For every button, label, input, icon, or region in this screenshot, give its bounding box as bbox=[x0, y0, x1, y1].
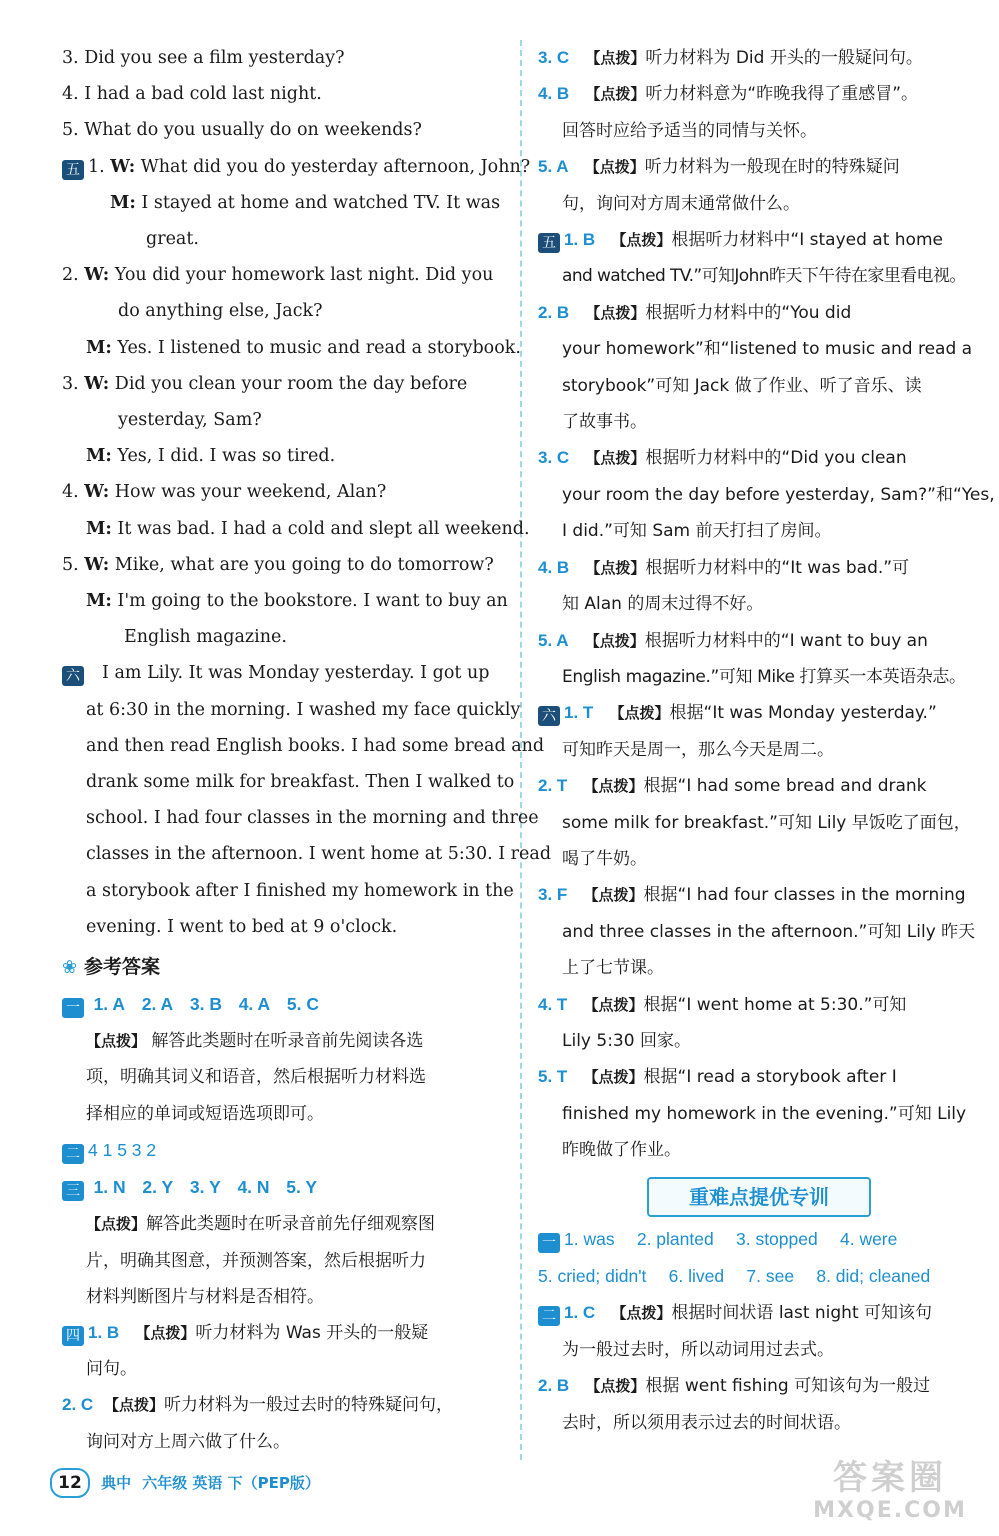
section-one-mark: 一 bbox=[62, 998, 84, 1018]
tip-line: some milk for breakfast.”可知 Lily 早饭吃了面包， bbox=[562, 812, 971, 833]
tip-line: 了故事书。 bbox=[562, 412, 647, 433]
passage-line: school. I had four classes in the morning and three bbox=[86, 808, 539, 829]
script-line: 5. What do you usually do on weekends? bbox=[62, 120, 422, 141]
tip-line: storybook”可知 Jack 做了作业、听了音乐、读 bbox=[562, 375, 922, 396]
tip-line: 片，明确其图意，并预测答案，然后根据听力 bbox=[86, 1250, 426, 1271]
answer-item: 5. A 【点拨】根据听力材料中的“I want to buy an bbox=[538, 630, 928, 651]
section-banner: 重难点提优专训 bbox=[647, 1177, 871, 1217]
answer-section-3: 三 1. N 2. Y 3. Y 4. N 5. Y bbox=[62, 1169, 508, 1206]
dialog-5-w: 5. W: Mike, what are you going to do tomorrow? bbox=[62, 554, 494, 575]
answer-section-4-item-2: 2. C 【点拨】听力材料为一般过去时的特殊疑问句， bbox=[62, 1395, 454, 1416]
section-six-mark: 六 bbox=[62, 666, 84, 686]
tip-line: 句，询问对方周末通常做什么。 bbox=[562, 193, 800, 214]
fill-answers-row-1: 一 1. was 2. planted 3. stopped 4. were bbox=[538, 1221, 980, 1258]
dialog-5-m-cont: English magazine. bbox=[124, 627, 287, 648]
section-five-mark: 五 bbox=[62, 160, 84, 180]
dialog-1-m-cont: great. bbox=[146, 229, 199, 250]
section-two-mark: 二 bbox=[538, 1306, 560, 1326]
dialog-3-m: M: Yes, I did. I was so tired. bbox=[86, 446, 336, 467]
tip-line: 【点拨】解答此类题时在听录音前先仔细观察图 bbox=[86, 1214, 436, 1235]
answer-item: 二 1. C 【点拨】根据时间状语 last night 可知该句 bbox=[538, 1295, 980, 1331]
tip-line: 择相应的单词或短语选项即可。 bbox=[86, 1103, 324, 1124]
answer-item: 2. T 【点拨】根据“I had some bread and drank bbox=[538, 776, 927, 797]
script-line: 3. Did you see a film yesterday? bbox=[62, 48, 345, 68]
book-subtitle: 六年级 英语 下（PEP版） bbox=[142, 1474, 320, 1492]
script-line: 4. I had a bad cold last night. bbox=[62, 84, 322, 105]
tip-line: Lily 5:30 回家。 bbox=[562, 1030, 691, 1051]
answer-item: 2. B 【点拨】根据听力材料中的“You did bbox=[538, 302, 852, 323]
tip-line: 可知昨天是周一，那么今天是周二。 bbox=[562, 739, 834, 760]
dialog-4-w: 4. W: How was your weekend, Alan? bbox=[62, 482, 387, 503]
answer-section-1: 一 1. A 2. A 3. B 4. A 5. C bbox=[62, 986, 508, 1023]
dialog-5-m: M: I'm going to the bookstore. I want to buy an bbox=[86, 591, 508, 612]
passage-line: 六 I am Lily. It was Monday yesterday. I got up bbox=[62, 655, 508, 691]
tip-line: and three classes in the afternoon.”可知 Lily 昨天 bbox=[562, 921, 976, 942]
dialog-1-w: 五 1. W: What did you do yesterday afternoon, John? bbox=[62, 149, 508, 185]
section-four-mark: 四 bbox=[62, 1326, 84, 1346]
tip-line: 询问对方上周六做了什么。 bbox=[86, 1431, 290, 1452]
right-column bbox=[538, 40, 995, 1441]
fill-answers-row-2: 5. cried; didn't 6. lived 7. see 8. did; cleaned bbox=[538, 1266, 931, 1286]
tip-line: finished my homework in the evening.”可知 Lily bbox=[562, 1103, 967, 1124]
tip-line: and watched TV.”可知John昨天下午待在家里看电视。 bbox=[562, 266, 966, 287]
answer-item: 五 1. B 【点拨】根据听力材料中“I stayed at home bbox=[538, 222, 980, 258]
tip-line: 喝了牛奶。 bbox=[562, 848, 647, 869]
answers-heading: ❀ 参考答案 bbox=[62, 949, 508, 986]
answer-item: 六 1. T 【点拨】根据“It was Monday yesterday.” bbox=[538, 695, 980, 731]
section-six-mark: 六 bbox=[538, 706, 560, 726]
page-number: 12 bbox=[50, 1468, 90, 1498]
tip-line: English magazine.”可知 Mike 打算买一本英语杂志。 bbox=[562, 666, 966, 687]
tip-line: 为一般过去时，所以动词用过去式。 bbox=[562, 1339, 834, 1360]
answer-item: 4. B 【点拨】根据听力材料中的“It was bad.”可 bbox=[538, 557, 910, 578]
section-two-mark: 二 bbox=[62, 1144, 84, 1164]
answer-item: 5. T 【点拨】根据“I read a storybook after I bbox=[538, 1067, 897, 1088]
tip-line: 材料判断图片与材料是否相符。 bbox=[86, 1286, 324, 1307]
leaf-icon: ❀ bbox=[62, 957, 78, 979]
passage-line: at 6:30 in the morning. I washed my face quickly bbox=[86, 699, 521, 720]
tip-line: 问句。 bbox=[86, 1359, 137, 1380]
passage-line: a storybook after I finished my homework in the bbox=[86, 880, 514, 901]
section-three-mark: 三 bbox=[62, 1181, 84, 1201]
tip-line: 去时，所以须用表示过去的时间状语。 bbox=[562, 1412, 851, 1433]
watermark-logo: 答案圈 MXQE.COM bbox=[813, 1458, 967, 1523]
tip-line: 【点拨】 解答此类题时在听录音前先阅读各选 bbox=[86, 1031, 424, 1052]
answer-item: 5. A 【点拨】听力材料为一般现在时的特殊疑问 bbox=[538, 157, 900, 178]
tip-line: 项，明确其词义和语音，然后根据听力材料选 bbox=[86, 1067, 426, 1088]
dialog-2-w: 2. W: You did your homework last night. Did you bbox=[62, 265, 494, 286]
dialog-2-w-cont: do anything else, Jack? bbox=[118, 301, 323, 322]
dialog-4-m: M: It was bad. I had a cold and slept all weekend. bbox=[86, 518, 530, 539]
section-five-mark: 五 bbox=[538, 233, 560, 253]
brand-logo: 典中 bbox=[101, 1474, 132, 1492]
tip-line: I did.”可知 Sam 前天打扫了房间。 bbox=[562, 521, 832, 542]
left-column bbox=[62, 40, 552, 1460]
passage-line: classes in the afternoon. I went home at 5:30. I read bbox=[86, 844, 552, 865]
tip-line: your homework”和“listened to music and read a bbox=[562, 339, 973, 360]
answer-item: 3. C 【点拨】根据听力材料中的“Did you clean bbox=[538, 448, 907, 469]
dialog-3-w-cont: yesterday, Sam? bbox=[118, 410, 262, 431]
answer-item: 3. F 【点拨】根据“I had four classes in the morning bbox=[538, 885, 966, 906]
answer-item: 2. B 【点拨】根据 went fishing 可知该句为一般过 bbox=[538, 1376, 931, 1397]
dialog-3-w: 3. W: Did you clean your room the day before bbox=[62, 373, 468, 394]
tip-line: 昨晚做了作业。 bbox=[562, 1140, 681, 1161]
answer-section-2: 二 4 1 5 3 2 bbox=[62, 1132, 508, 1169]
passage-line: and then read English books. I had some bread and bbox=[86, 735, 545, 756]
answer-section-4-item-1: 四 1. B 【点拨】听力材料为 Was 开头的一般疑 bbox=[62, 1315, 508, 1351]
tip-line: your room the day before yesterday, Sam?”和“Yes, bbox=[562, 484, 995, 505]
answer-item: 3. C 【点拨】听力材料为 Did 开头的一般疑问句。 bbox=[538, 48, 923, 68]
passage-line: evening. I went to bed at 9 o'clock. bbox=[86, 916, 398, 937]
dialog-2-m: M: Yes. I listened to music and read a storybook. bbox=[86, 337, 521, 358]
answer-item: 4. T 【点拨】根据“I went home at 5:30.”可知 bbox=[538, 994, 907, 1015]
dialog-1-m: M: I stayed at home and watched TV. It was bbox=[110, 192, 501, 213]
answer-item: 4. B 【点拨】听力材料意为“昨晚我得了重感冒”。 bbox=[538, 84, 919, 105]
tip-line: 知 Alan 的周末过得不好。 bbox=[562, 594, 764, 615]
page-footer bbox=[50, 1468, 430, 1498]
passage-line: drank some milk for breakfast. Then I walked to bbox=[86, 772, 515, 793]
tip-line: 回答时应给予适当的同情与关怀。 bbox=[562, 120, 817, 141]
tip-line: 上了七节课。 bbox=[562, 958, 664, 979]
section-one-mark: 一 bbox=[538, 1233, 560, 1253]
